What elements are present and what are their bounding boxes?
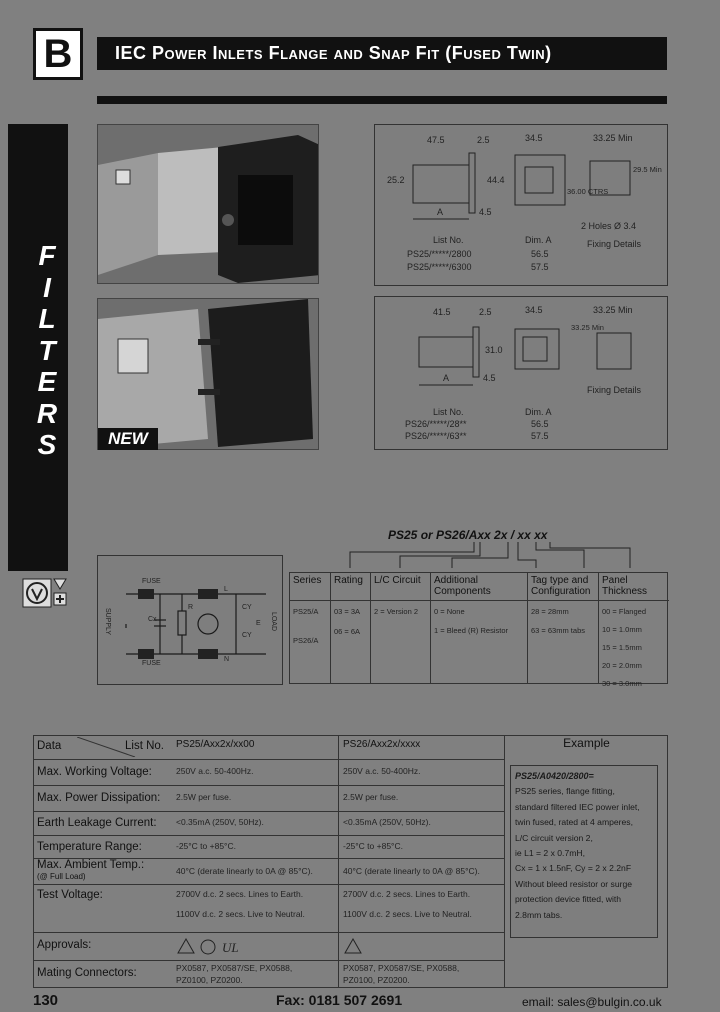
dim-a-cell: 56.5 <box>531 419 549 429</box>
column-header: Panel Thickness <box>599 573 669 601</box>
spec-row <box>33 785 505 811</box>
spec-row <box>33 835 505 858</box>
series-column <box>290 573 331 683</box>
dim-label: 31.0 <box>485 345 503 355</box>
table-cell: 10 = 1.0mm <box>602 625 642 634</box>
example-heading: Example <box>563 736 610 750</box>
brand-logo <box>33 28 83 80</box>
table-cell: 06 = 6A <box>334 627 361 636</box>
spec-value: 250V a.c. 50-400Hz. <box>343 766 421 776</box>
svg-text:UL: UL <box>222 940 239 955</box>
tab-letter: T <box>38 334 56 366</box>
col1-header: PS25/Axx2x/xx00 <box>176 739 255 750</box>
fuse-top-label: FUSE <box>142 578 161 585</box>
supply-label: SUPPLY <box>104 607 112 636</box>
dim-label: 33.25 Min <box>593 305 633 315</box>
example-line: 2.8mm tabs. <box>515 909 563 920</box>
dim-label: 41.5 <box>433 307 451 317</box>
spec-label: Temperature Range: <box>37 841 142 853</box>
table-cell: 63 = 63mm tabs <box>531 626 585 635</box>
example-line: twin fused, rated at 4 amperes, <box>515 817 633 828</box>
dim-label: 47.5 <box>427 135 445 145</box>
table-cell: 30 = 3.0mm <box>602 679 642 688</box>
spec-row <box>33 759 505 785</box>
example-line: PS25 series, flange fitting, <box>515 786 615 797</box>
column-header: Series <box>290 573 330 601</box>
spec-value: PX0587, PX0587/SE, PX0588, <box>343 963 460 973</box>
spec-row <box>33 932 505 960</box>
spec-value: PX0587, PX0587/SE, PX0588, <box>176 963 293 973</box>
tab-letter: S <box>37 429 57 460</box>
table-cell: PS25/A <box>293 607 319 616</box>
spec-row <box>33 884 505 932</box>
spec-value: -25°C to +85°C. <box>343 841 403 851</box>
spec-row <box>33 811 505 835</box>
dim-a-cell: 57.5 <box>531 431 549 441</box>
section-tab-label <box>34 240 60 461</box>
example-code: PS25/A0420/2800= <box>515 771 594 781</box>
table-cell: 15 = 1.5mm <box>602 643 642 652</box>
table-cell: 2 = Version 2 <box>374 607 418 616</box>
dim-label: A <box>437 207 444 217</box>
spec-label: Mating Connectors: <box>37 967 137 979</box>
dim-label: 36.00 CTRS <box>567 187 609 196</box>
spec-value: <0.35mA (250V, 50Hz). <box>343 817 431 827</box>
example-content <box>510 765 658 938</box>
dim-a-header: Dim. A <box>525 407 552 417</box>
logo-letter: B <box>43 31 73 76</box>
list-no-cell: PS26/*****/28** <box>405 419 467 429</box>
l-label: L <box>224 586 228 593</box>
spec-sublabel: (@ Full Load) <box>37 872 86 881</box>
fuse-bottom-label: FUSE <box>142 660 161 667</box>
approval-triangle-icon <box>343 937 367 957</box>
table-cell: PS26/A <box>293 636 319 645</box>
new-badge: NEW <box>98 428 158 450</box>
list-no-header: List No. <box>125 740 164 752</box>
spec-value: 1100V d.c. 2 secs. Live to Neutral. <box>176 909 305 919</box>
fixing-label: Fixing Details <box>587 239 642 249</box>
dim-label: 33.25 Min <box>593 133 633 143</box>
example-line: standard filtered IEC power inlet, <box>515 801 640 812</box>
tab-letter: F <box>38 240 56 271</box>
spec-value: PZ0100, PZ0200. <box>343 975 410 985</box>
panel-column <box>599 573 669 688</box>
dim-label: 33.25 Min <box>571 323 604 332</box>
dimension-drawing-ps26 <box>374 296 668 450</box>
n-label: N <box>224 656 230 663</box>
column-header: Additional Components <box>431 573 527 601</box>
dim-label: 34.5 <box>525 305 543 315</box>
page-title-bar <box>97 37 667 70</box>
spec-value: 2700V d.c. 2 secs. Lines to Earth. <box>343 889 471 899</box>
spec-label: Max. Working Voltage: <box>37 766 152 778</box>
approval-marks-icon <box>22 575 68 613</box>
spec-value: 2.5W per fuse. <box>343 792 399 802</box>
cx-label: Cx <box>148 616 157 623</box>
spec-label: Max. Ambient Temp.: <box>37 859 145 871</box>
load-label: LOAD <box>270 611 278 632</box>
dim-label: 4.5 <box>479 207 492 217</box>
list-no-cell: PS26/*****/63** <box>405 431 467 441</box>
table-cell: 0 = None <box>434 607 465 616</box>
example-line: ie L1 = 2 x 0.7mH, <box>515 848 585 859</box>
example-line: Cx = 1 x 1.5nF, Cy = 2 x 2.2nF <box>515 863 632 874</box>
spec-row <box>33 960 505 988</box>
spec-label: Earth Leakage Current: <box>37 817 157 829</box>
dim-label: A <box>443 373 450 383</box>
tab-letter: I <box>43 271 51 303</box>
list-no-cell: PS25/*****/2800 <box>407 249 472 259</box>
dim-label: 44.4 <box>487 175 505 185</box>
column-header: L/C Circuit <box>371 573 430 601</box>
cy-label: CY <box>242 604 252 611</box>
approval-symbols-icon <box>176 937 246 957</box>
cy-label: CY <box>242 632 252 639</box>
table-cell: 1 = Bleed (R) Resistor <box>434 626 508 635</box>
example-line: Without bleed resistor or surge <box>515 878 633 889</box>
tab-letter: E <box>37 366 57 397</box>
spec-value: 1100V d.c. 2 secs. Live to Neutral. <box>343 909 472 919</box>
contact-email[interactable]: email: sales@bulgin.co.uk <box>522 995 662 1009</box>
list-no-cell: PS25/*****/6300 <box>407 262 472 272</box>
spec-label: Max. Power Dissipation: <box>37 792 161 804</box>
spec-value: <0.35mA (250V, 50Hz). <box>176 817 264 827</box>
table-cell: 28 = 28mm <box>531 607 569 616</box>
ordering-code-table <box>289 572 668 688</box>
dimension-drawing-ps25 <box>374 124 668 286</box>
product-photo-flange <box>97 124 319 284</box>
list-no-header: List No. <box>433 407 464 417</box>
r-label: R <box>188 604 194 611</box>
page-title: IEC Power Inlets Flange and Snap Fit (Fused Twin) <box>115 43 552 63</box>
dim-label: 2.5 <box>477 135 490 145</box>
column-header: Rating <box>331 573 370 601</box>
spec-value: -25°C to +85°C. <box>176 841 236 851</box>
table-cell: 03 = 3A <box>334 607 361 616</box>
spec-label: Test Voltage: <box>37 889 103 901</box>
dim-a-header: Dim. A <box>525 235 552 245</box>
part-number-code: PS25 or PS26/Axx 2x / xx xx <box>388 528 548 542</box>
code-pointer-arrows-icon <box>340 540 640 574</box>
fixing-label: Fixing Details <box>587 385 642 395</box>
dim-label: 29.5 Min <box>633 165 662 174</box>
table-cell: 00 = Flanged <box>602 607 646 616</box>
spec-value: 2.5W per fuse. <box>176 792 232 802</box>
dim-a-cell: 56.5 <box>531 249 549 259</box>
spec-row <box>33 858 505 884</box>
spec-label: Approvals: <box>37 939 92 951</box>
example-line: protection device fitted, with <box>515 894 622 905</box>
header-divider <box>97 96 667 104</box>
col2-header: PS26/Axx2x/xxxx <box>343 739 421 750</box>
fax-number: Fax: 0181 507 2691 <box>276 992 403 1008</box>
dim-label: 25.2 <box>387 175 405 185</box>
table-cell: 20 = 2.0mm <box>602 661 642 670</box>
data-header: Data <box>37 740 62 752</box>
list-no-header: List No. <box>433 235 464 245</box>
spec-value: 2700V d.c. 2 secs. Lines to Earth. <box>176 889 304 899</box>
e-label: E <box>256 620 261 627</box>
spec-value: 250V a.c. 50-400Hz. <box>176 766 254 776</box>
holes-label: 2 Holes Ø 3.4 <box>581 221 637 231</box>
dim-label: 4.5 <box>483 373 496 383</box>
page-number: 130 <box>33 992 59 1009</box>
example-line: L/C circuit version 2, <box>515 832 593 843</box>
lc-circuit-column <box>371 573 431 683</box>
spec-value: 40°C (derate linearly to 0A @ 85°C). <box>176 866 313 876</box>
spec-header-row <box>33 735 505 759</box>
dim-a-cell: 57.5 <box>531 262 549 272</box>
tab-letter: R <box>36 397 58 429</box>
rating-column <box>331 573 371 683</box>
spec-value: PZ0100, PZ0200. <box>176 975 243 985</box>
spec-value: 40°C (derate linearly to 0A @ 85°C). <box>343 866 480 876</box>
dim-label: 2.5 <box>479 307 492 317</box>
tab-letter: L <box>38 303 56 334</box>
column-header: Tag type and Configuration <box>528 573 598 601</box>
circuit-diagram <box>97 555 283 685</box>
additional-column <box>431 573 528 683</box>
tag-column <box>528 573 599 683</box>
dim-label: 34.5 <box>525 133 543 143</box>
